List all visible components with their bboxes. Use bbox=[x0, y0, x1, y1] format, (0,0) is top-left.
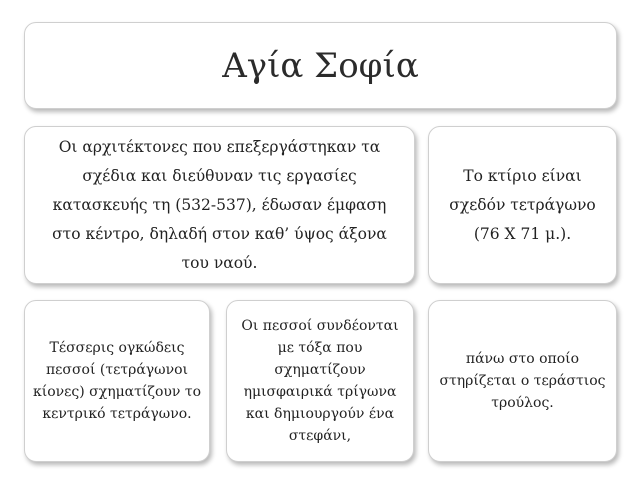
piers-text: Τέσσερις ογκώδεις πεσσοί (τετράγωνοι κίονες) σχηματίζουν το κεντρικό τετράγωνο. bbox=[32, 340, 202, 422]
building-box bbox=[428, 126, 617, 284]
building-text: Το κτίριο είναι σχεδόν τετράγωνο (76 Χ 71 μ.). bbox=[449, 166, 596, 243]
slide-title: Αγία Σοφία bbox=[222, 45, 419, 86]
architects-text: Οι αρχιτέκτονες που επεξεργάστηκαν τα σχέδια και διεύθυναν τις εργασίες κατασκευής τη (532-537), έδωσαν έμφαση στο κέντρο, δηλαδή στον καθ’ ύψος άξονα του ναού. bbox=[52, 137, 387, 272]
piers-box bbox=[24, 300, 210, 462]
dome-box bbox=[428, 300, 617, 462]
arches-text: Οι πεσσοί συνδέονται με τόξα που σχηματίζουν ημισφαιρικά τρίγωνα και δημιουργούν ένα στεφάνι, bbox=[241, 318, 399, 444]
dome-text: πάνω στο οποίο στηρίζεται ο τεράστιος τρούλος. bbox=[439, 351, 606, 411]
architects-box bbox=[24, 126, 415, 284]
title-box bbox=[24, 22, 617, 109]
arches-box bbox=[226, 300, 414, 462]
